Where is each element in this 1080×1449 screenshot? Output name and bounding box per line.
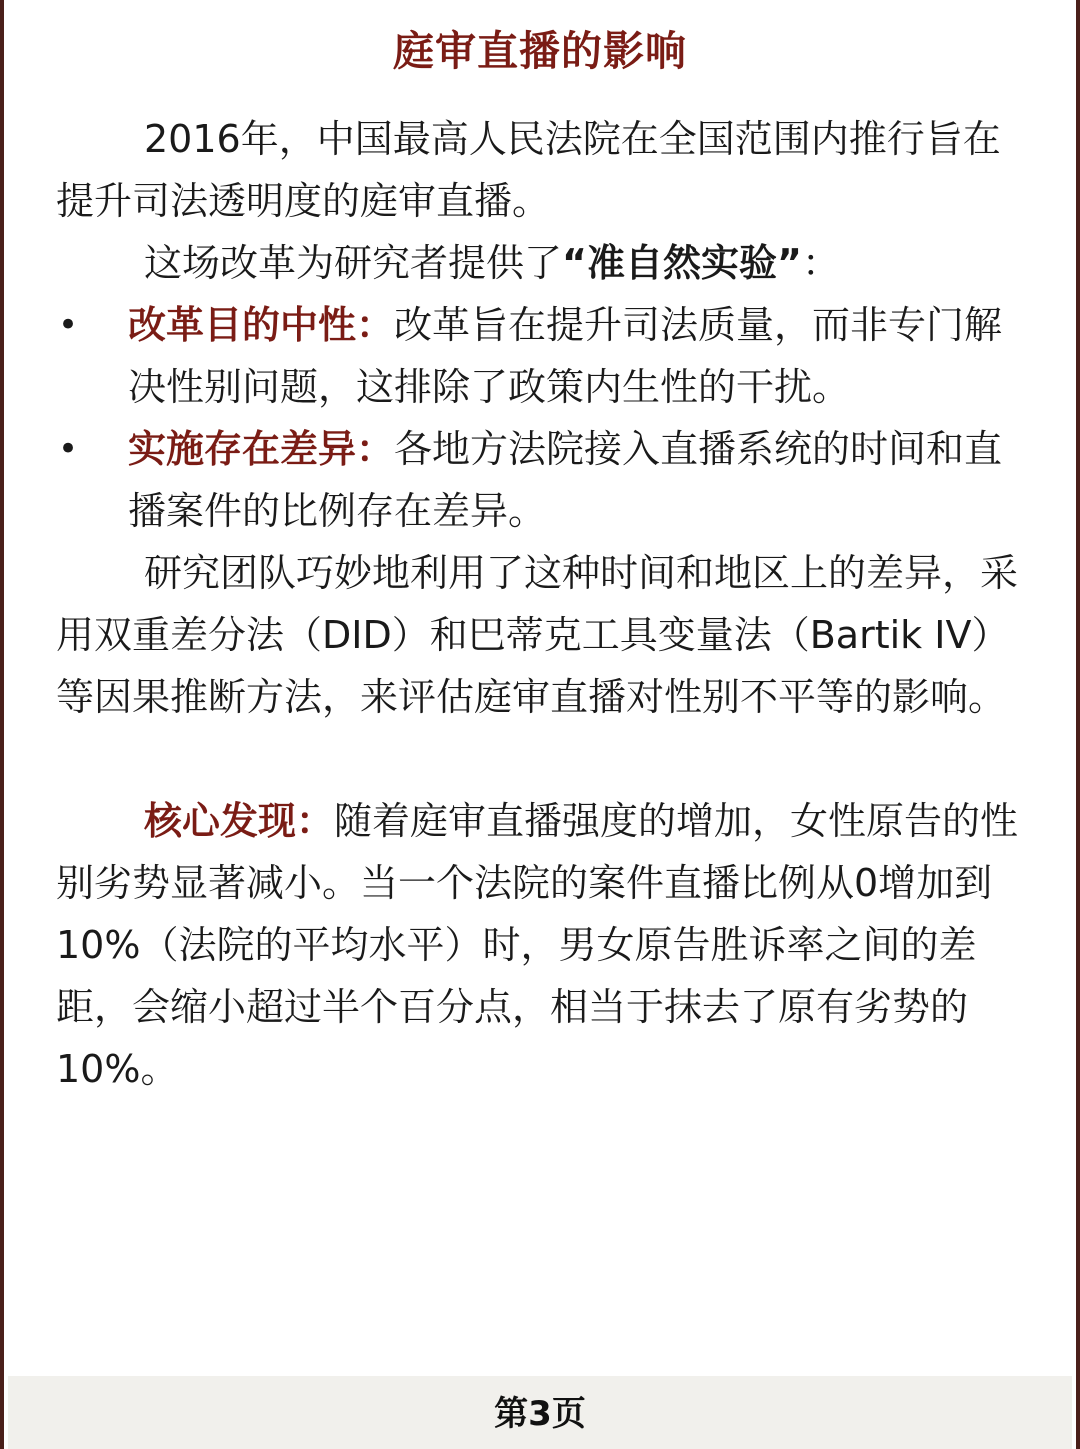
- bullet-item-implementation-differences: [56, 418, 1036, 542]
- finding-paragraph: [56, 790, 1036, 1100]
- finding-label: 核心发现：: [144, 799, 335, 843]
- experiment-highlight: “准自然实验”: [562, 241, 802, 285]
- paragraph-spacer: [56, 728, 1036, 790]
- page-footer: [8, 1376, 1072, 1449]
- bullet-item-neutral-purpose: [56, 294, 1036, 418]
- page-title: 庭审直播的影响: [393, 27, 687, 75]
- intro-paragraph: 2016年，中国最高人民法院在全国范围内推行旨在提升司法透明度的庭审直播。: [56, 117, 1001, 223]
- bullet-dot-icon: •: [58, 429, 79, 469]
- experiment-paragraph: [56, 232, 1036, 294]
- bullet-text: 改革旨在提升司法质量，而非专门解决性别问题，这排除了政策内生性的干扰。: [128, 303, 1003, 409]
- bullet-text: 各地方法院接入直播系统的时间和直播案件的比例存在差异。: [128, 427, 1003, 533]
- experiment-text-before: 这场改革为研究者提供了: [144, 241, 563, 285]
- bullet-list: [56, 294, 1036, 542]
- article-body: [56, 108, 1036, 1100]
- methods-paragraph: 研究团队巧妙地利用了这种时间和地区上的差异，采用双重差分法（DID）和巴蒂克工具变量法（Bartik IV）等因果推断方法，来评估庭审直播对性别不平等的影响。: [56, 551, 1019, 719]
- page-number: 第3页: [494, 1394, 586, 1434]
- bullet-dot-icon: •: [58, 305, 79, 345]
- bullet-label: 实施存在差异：: [128, 427, 395, 471]
- experiment-text-after: ：: [801, 241, 840, 285]
- finding-text: 随着庭审直播强度的增加，女性原告的性别劣势显著减小。当一个法院的案件直播比例从0增加到10%（法院的平均水平）时，男女原告胜诉率之间的差距，会缩小超过半个百分点，相当于抹去了原有劣势的10%。: [56, 799, 1019, 1091]
- bullet-label: 改革目的中性：: [128, 303, 395, 347]
